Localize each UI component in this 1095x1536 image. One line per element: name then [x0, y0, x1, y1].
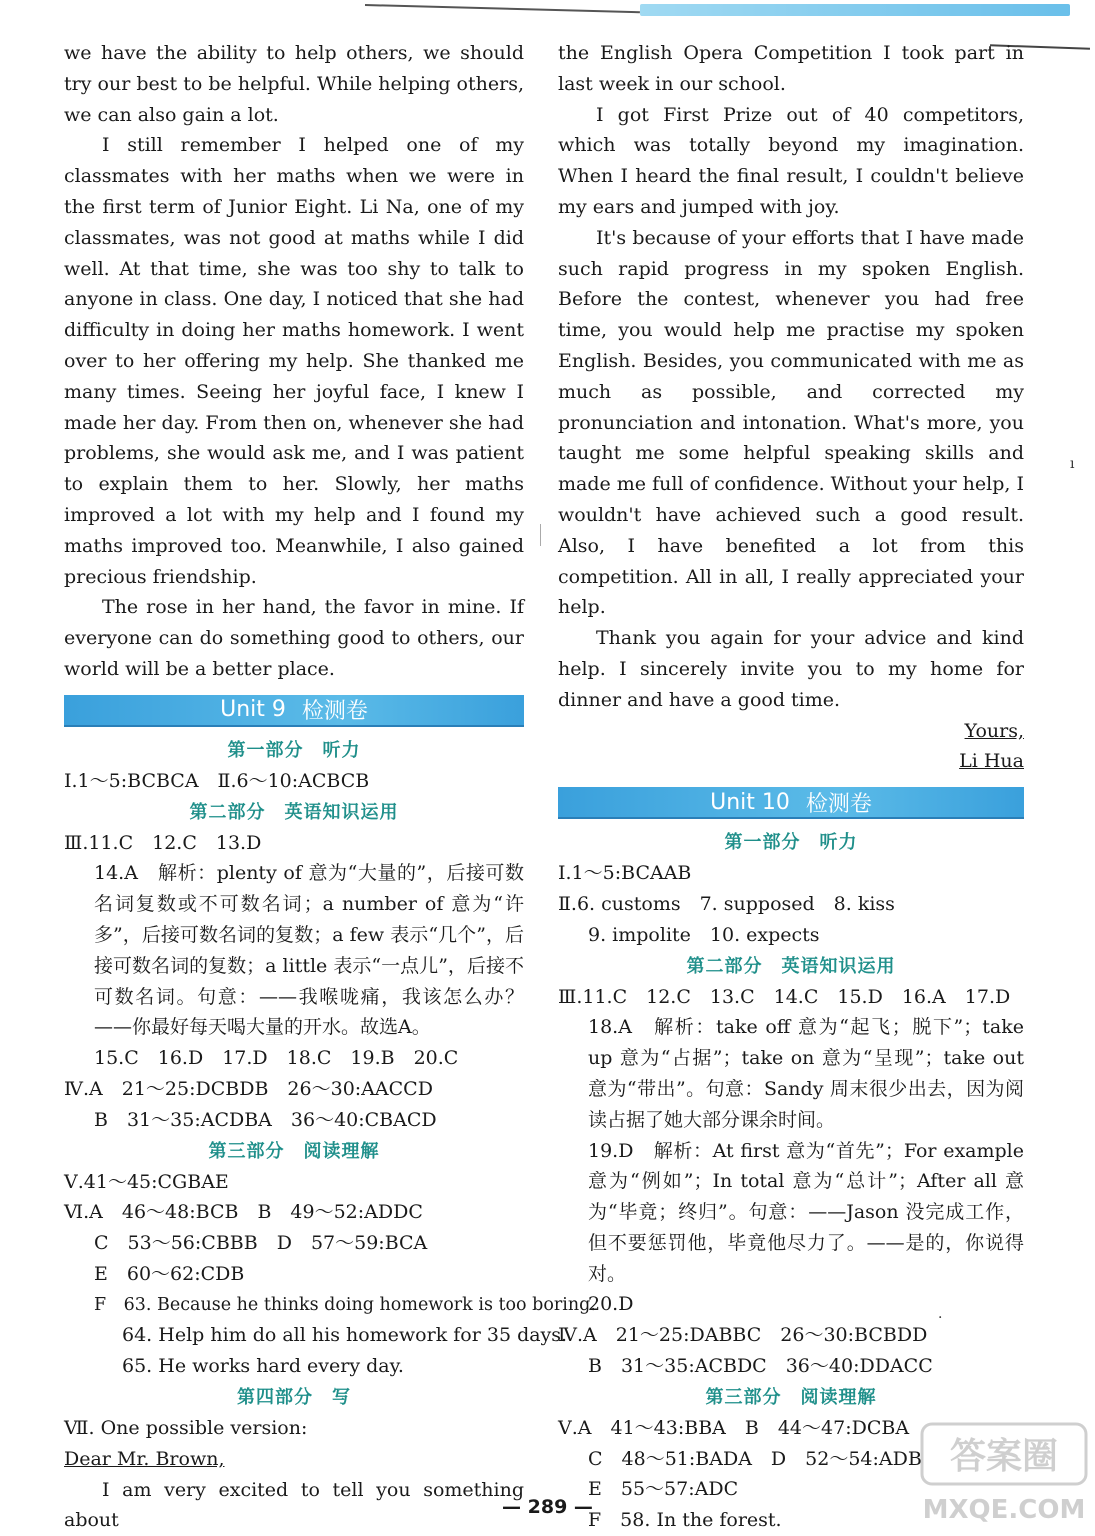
- unit-subtitle: 检测卷: [805, 791, 872, 817]
- answer-line: C 53～56:CBBB D 57～59:BCA: [94, 1232, 428, 1255]
- column-divider: [540, 524, 541, 546]
- section-heading: 第三部分 阅读理解: [208, 1140, 380, 1162]
- unit-title: Unit 10: [710, 789, 790, 815]
- answer-line: 20.D: [588, 1293, 634, 1316]
- answer-line: Ⅴ.A 41～43:BBA B 44～47:DCBA: [558, 1416, 910, 1439]
- answer-line: 64. Help him do all his homework for 35 days.: [122, 1324, 568, 1347]
- answer-line: Ⅲ.11.C 12.C 13.C 14.C 15.D 16.A 17.D: [558, 985, 1011, 1008]
- essay-paragraph: The rose in her hand, the favor in mine. If everyone can do something good to others, our world will be a better place.: [64, 596, 524, 680]
- watermark-logo-icon: [918, 1418, 1090, 1530]
- essay-paragraph: the English Opera Competition I took part in last week in our school.: [558, 42, 1024, 95]
- essay-paragraph: I still remember I helped one of my classmates with her maths when we were in the first term of Junior Eight. Li Na, one of my classmates, was not good at maths while I did well. At that time, she was too shy to talk to anyone in class. One day, I noticed that she had difficulty in doing her maths homework. I went over to her offering my help. She thanked me many times. Seeing her joyful face, I knew I made her day. From then on, whenever she had problems, she would ask me, and I was patient to explain them to her. Slowly, her maths improved a lot with my help and I found my maths improved too. Meanwhile, I also gained precious friendship.: [64, 134, 524, 588]
- header-band: [640, 4, 1070, 16]
- header-line: [365, 4, 640, 13]
- answer-line: Ⅵ.A 46～48:BCB B 49～52:ADDC: [64, 1201, 423, 1224]
- answer-line: Ⅴ.41～45:CGBAE: [64, 1170, 229, 1193]
- svg-text:MXQE.COM: MXQE.COM: [922, 1495, 1086, 1525]
- unit-10-banner: [558, 787, 1024, 819]
- answer-line: B 31～35:ACBDC 36～40:DDACC: [588, 1355, 933, 1378]
- answer-line: Ⅶ. One possible version:: [64, 1417, 308, 1440]
- answer-line: 65. He works hard every day.: [122, 1355, 404, 1378]
- answer-line: E 60～62:CDB: [94, 1262, 245, 1285]
- section-heading: 第二部分 英语知识运用: [189, 801, 399, 823]
- section-heading: 第一部分 听力: [227, 739, 361, 761]
- unit-title: Unit 9: [220, 697, 286, 723]
- answer-line: 15.C 16.D 17.D 18.C 19.B 20.C: [94, 1047, 459, 1070]
- answer-line: Ⅱ.6. customs 7. supposed 8. kiss: [558, 892, 895, 915]
- stray-dot: ·: [938, 1310, 943, 1326]
- answer-explanation: 14.A 解析：plenty of 意为“大量的”，后接可数名词复数或不可数名词；a number of 意为“许多”，后接可数名词的复数；a few 表示“几个”，后接可数名词的复数；a little 表示“一点儿”，后接不可数名词。句意：——我喉咙痛，我该怎么办？——你最好每天喝大量的开水。故选A。: [94, 862, 524, 1039]
- answer-line: B 31～35:ACDBA 36～40:CBACD: [94, 1108, 437, 1131]
- letter-salutation: Dear Mr. Brown,: [64, 1447, 225, 1470]
- letter-signature: [558, 746, 1024, 777]
- answer-line: E 55～57:ADC: [588, 1478, 739, 1501]
- unit-subtitle: 检测卷: [301, 699, 368, 725]
- closing-text: Yours,: [964, 719, 1024, 742]
- essay-paragraph: It's because of your efforts that I have made such rapid progress in my spoken English. Before the contest, whenever you had free time, you would help me practise my spoken English. Besides, you communicated with me as much as possible, and corrected my pronunciation and intonation. What's more, you taught me some helpful speaking skills and made me full of confidence. Without your help, I wouldn't have achieved such a good result. Also, I have benefited a lot from this competition. All in all, I really appreciated your help.: [558, 226, 1024, 619]
- watermark: [918, 1418, 1090, 1530]
- answer-line: Ⅳ.A 21～25:DABBC 26～30:BCBDD: [558, 1324, 928, 1347]
- signature-text: Li Hua: [959, 750, 1024, 773]
- answer-line: F 63. Because he thinks doing homework is too boring.: [94, 1294, 596, 1315]
- svg-text:答案圈: 答案圈: [949, 1436, 1059, 1477]
- essay-paragraph: I am very excited to tell you something about: [64, 1478, 524, 1532]
- answer-line: C 48～51:BADA D 52～54:ADB: [588, 1447, 922, 1470]
- unit-9-banner: [64, 695, 524, 727]
- answer-line: F 58. In the forest.: [588, 1509, 782, 1532]
- section-heading: 第三部分 阅读理解: [705, 1386, 877, 1408]
- section-heading: 第二部分 英语知识运用: [686, 955, 896, 977]
- letter-closing: [558, 716, 1024, 747]
- answer-line: Ⅲ.11.C 12.C 13.D: [64, 831, 262, 854]
- section-heading: 第一部分 听力: [724, 832, 858, 854]
- page-number: — 289 —: [502, 1496, 593, 1518]
- answer-explanation: 19.D 解析：At first 意为“首先”；For example 意为“例如”；In total 意为“总计”；After all 意为“毕竟；终归”。句意：——Jason 没完成工作，但不要惩罚他，毕竟他尽力了。——是的，你说得对。: [588, 1139, 1024, 1285]
- answer-line: 9. impolite 10. expects: [588, 923, 820, 946]
- answer-line: Ⅰ.1～5:BCBCA Ⅱ.6～10:ACBCB: [64, 769, 370, 792]
- essay-paragraph: Thank you again for your advice and kind help. I sincerely invite you to my home for dinner and have a good time.: [558, 627, 1024, 711]
- answer-line: Ⅰ.1～5:BCAAB: [558, 862, 692, 885]
- essay-paragraph: I got First Prize out of 40 competitors, which was totally beyond my imagination. When I heard the final result, I couldn't believe my ears and jumped with joy.: [558, 103, 1024, 218]
- section-heading: 第四部分 写: [237, 1387, 351, 1409]
- right-column: [558, 38, 1024, 1536]
- answer-line: Ⅳ.A 21～25:DCBDB 26～30:AACCD: [64, 1077, 433, 1100]
- essay-paragraph: we have the ability to help others, we should try our best to be helpful. While helping others, we can also gain a lot.: [64, 42, 524, 126]
- answer-explanation: 18.A 解析：take off 意为“起飞；脱下”；take up 意为“占据”；take on 意为“呈现”；take out 意为“带出”。句意：Sandy 周末很少出去，因为阅读占据了她大部分课余时间。: [588, 1016, 1024, 1131]
- stray-mark: ı: [1070, 456, 1075, 472]
